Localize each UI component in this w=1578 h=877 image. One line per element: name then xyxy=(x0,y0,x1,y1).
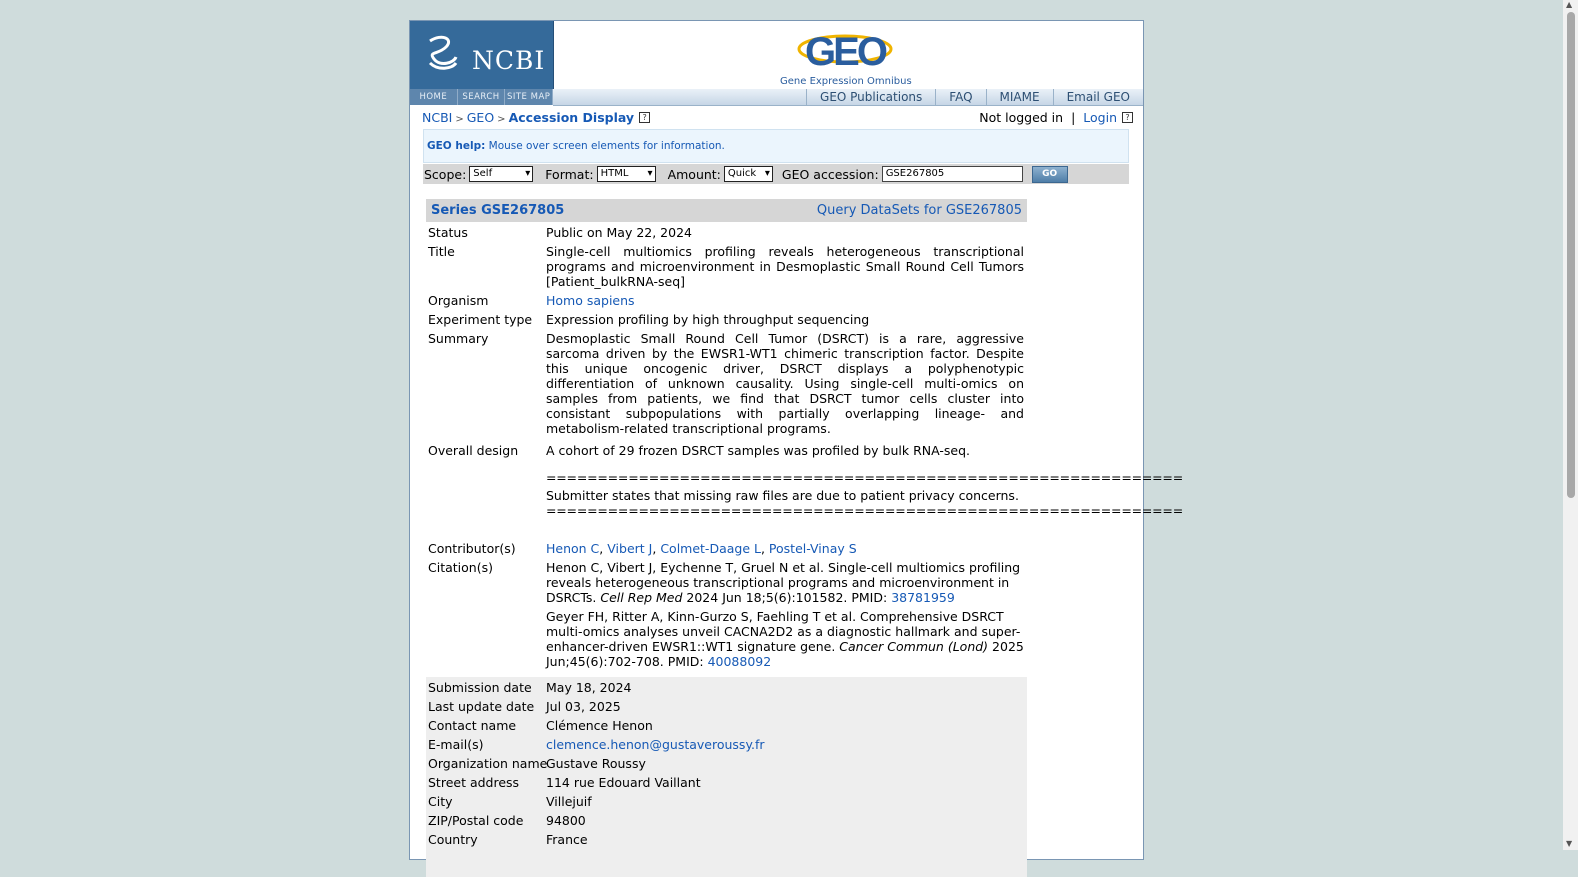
design-value xyxy=(546,443,1183,518)
citations-value xyxy=(546,560,1024,669)
geo-logo-text: GEO xyxy=(805,30,885,74)
nav-site-map[interactable]: SITE MAP xyxy=(505,89,553,105)
amount-select[interactable]: Quick ▾ xyxy=(724,166,773,182)
city-key: City xyxy=(428,794,453,809)
pmid-link[interactable]: 40088092 xyxy=(707,654,772,669)
pmid-link[interactable]: 38781959 xyxy=(891,590,955,605)
submission-key: Submission date xyxy=(428,680,532,695)
design-text: A cohort of 29 frozen DSRCT samples was profiled by bulk RNA-seq. xyxy=(546,443,971,458)
citation-1 xyxy=(546,560,1024,605)
ncbi-logo-text: NCBI xyxy=(472,46,546,75)
breadcrumb-sep: > xyxy=(455,114,464,125)
scope-select[interactable]: Self ▾ xyxy=(469,166,533,182)
nav-miame[interactable]: MIAME xyxy=(986,89,1053,105)
citation-2-journal: Cancer Commun (Lond) xyxy=(839,639,989,654)
street-value: 114 rue Edouard Vaillant xyxy=(546,775,701,790)
experiment-value: Expression profiling by high throughput sequencing xyxy=(546,312,870,327)
comma: , xyxy=(760,541,765,556)
login-link[interactable]: Login xyxy=(1083,110,1117,125)
login-help-icon[interactable]: ? xyxy=(1122,112,1133,123)
login-area xyxy=(979,110,1133,125)
nav-faq[interactable]: FAQ xyxy=(935,89,985,105)
geo-help-box xyxy=(423,129,1129,163)
scrollbar-thumb[interactable] xyxy=(1567,12,1575,498)
scroll-down-icon[interactable]: ▼ xyxy=(1566,839,1573,848)
geo-logo[interactable] xyxy=(780,27,910,89)
contact-name-key: Contact name xyxy=(428,718,517,733)
geo-nav xyxy=(553,89,1143,106)
contributors-value xyxy=(546,541,1024,556)
page-container xyxy=(409,20,1183,860)
experiment-key: Experiment type xyxy=(428,312,533,327)
geo-subtitle: Gene Expression Omnibus xyxy=(780,76,912,87)
breadcrumb-ncbi[interactable]: NCBI xyxy=(422,110,453,125)
citation-1-tail: 2024 Jun 18;5(6):101582. PMID: xyxy=(686,590,888,605)
accession-form xyxy=(423,164,1129,184)
login-sep: | xyxy=(1071,110,1076,125)
ncbi-logo[interactable] xyxy=(410,21,554,89)
organism-link[interactable]: Homo sapiens xyxy=(546,293,635,308)
design-separator: ============================================================== xyxy=(546,503,1183,518)
submission-value: May 18, 2024 xyxy=(546,680,632,695)
login-status: Not logged in xyxy=(979,110,1064,125)
email-key: E-mail(s) xyxy=(428,737,484,752)
go-button[interactable]: GO xyxy=(1032,166,1068,183)
breadcrumb-geo[interactable]: GEO xyxy=(466,110,495,125)
update-value: Jul 03, 2025 xyxy=(546,699,621,714)
summary-value: Desmoplastic Small Round Cell Tumor (DSRCT) is a rare, aggressive sarcoma driven by the EWSR1-WT1 chimeric transcription factor. Despite this unique oncogenic driver, DSRCT displays a polyphenotypic differentiation of unknown causality. Using single-cell multi-omics on samples from patients, we find that DSRCT tumor cells cluster into consistant subpopulations with partially overlapping lineage- and metabolism-related transcriptional programs. xyxy=(546,331,1024,436)
accession-label: GEO accession: xyxy=(781,166,879,182)
nav-geo-publications[interactable]: GEO Publications xyxy=(806,89,935,105)
contributor-link[interactable]: Henon C xyxy=(546,541,600,556)
title-value: Single-cell multiomics profiling reveals heterogeneous transcriptional programs and microenvironment in Desmoplastic Small Round Cell Tumors [Patient_bulkRNA-seq] xyxy=(546,244,1024,289)
update-key: Last update date xyxy=(428,699,535,714)
contact-name-value: Clémence Henon xyxy=(546,718,653,733)
ncbi-nav xyxy=(410,89,553,105)
comma: , xyxy=(599,541,604,556)
org-key: Organization name xyxy=(428,756,548,771)
breadcrumb xyxy=(422,110,650,125)
format-label: Format: xyxy=(545,166,594,182)
summary-key: Summary xyxy=(428,331,489,346)
street-key: Street address xyxy=(428,775,520,790)
org-value: Gustave Roussy xyxy=(546,756,646,771)
status-key: Status xyxy=(428,225,468,240)
citation-2-text: Geyer FH, Ritter A, Kinn-Gurzo S, Faehling T et al. Comprehensive DSRCT multi-omics analyses unveil CACNA2D2 as a diagnostic hallmark and super-enhancer-driven EWSR1::WT1 signature gene. xyxy=(546,609,1021,654)
design-separator: ============================================================== xyxy=(546,470,1183,485)
country-value: France xyxy=(546,832,588,847)
help-label: GEO help: xyxy=(427,140,486,152)
design-note: Submitter states that missing raw files are due to patient privacy concerns. xyxy=(546,488,1019,503)
title-key: Title xyxy=(428,244,455,259)
help-text: Mouse over screen elements for information. xyxy=(488,140,725,152)
contributor-link[interactable]: Colmet-Daage L xyxy=(660,541,761,556)
format-select[interactable]: HTML ▾ xyxy=(597,166,656,182)
contributors-key: Contributor(s) xyxy=(428,541,516,556)
nav-email-geo[interactable]: Email GEO xyxy=(1053,89,1143,105)
status-value: Public on May 22, 2024 xyxy=(546,225,692,240)
geo-logo-graphic xyxy=(780,27,910,75)
comma: , xyxy=(652,541,657,556)
help-icon[interactable]: ? xyxy=(639,112,650,123)
contributor-link[interactable]: Vibert J xyxy=(607,541,653,556)
scope-label: Scope: xyxy=(424,166,467,182)
series-header xyxy=(426,199,1027,222)
city-value: Villejuif xyxy=(546,794,592,809)
ncbi-helix-icon xyxy=(424,33,464,75)
citation-1-journal: Cell Rep Med xyxy=(600,590,683,605)
organism-key: Organism xyxy=(428,293,489,308)
accession-input[interactable]: GSE267805 xyxy=(882,166,1023,182)
design-key: Overall design xyxy=(428,443,519,458)
breadcrumb-sep: > xyxy=(497,114,506,125)
citation-2-tail: 2025 Jun;45(6):702-708. PMID: xyxy=(546,639,1024,669)
nav-search[interactable]: SEARCH xyxy=(458,89,506,105)
email-link[interactable]: clemence.henon@gustaveroussy.fr xyxy=(546,737,765,752)
amount-label: Amount: xyxy=(667,166,721,182)
nav-home[interactable]: HOME xyxy=(410,89,458,105)
page-scrollbar[interactable] xyxy=(1563,0,1578,850)
series-title: Series GSE267805 xyxy=(431,203,565,218)
breadcrumb-current: Accession Display xyxy=(508,110,635,125)
citations-key: Citation(s) xyxy=(428,560,493,575)
contributor-link[interactable]: Postel-Vinay S xyxy=(768,541,857,556)
query-datasets-link[interactable]: Query DataSets for GSE267805 xyxy=(816,203,1022,218)
zip-value: 94800 xyxy=(546,813,586,828)
citation-1-text: Henon C, Vibert J, Eychenne T, Gruel N et al. Single-cell multiomics profiling reveals heterogeneous transcriptional programs and microenvironment in DSRCTs. xyxy=(546,560,1021,605)
country-key: Country xyxy=(428,832,478,847)
zip-key: ZIP/Postal code xyxy=(428,813,524,828)
scroll-up-icon[interactable]: ▲ xyxy=(1566,0,1573,9)
citation-2 xyxy=(546,609,1024,669)
